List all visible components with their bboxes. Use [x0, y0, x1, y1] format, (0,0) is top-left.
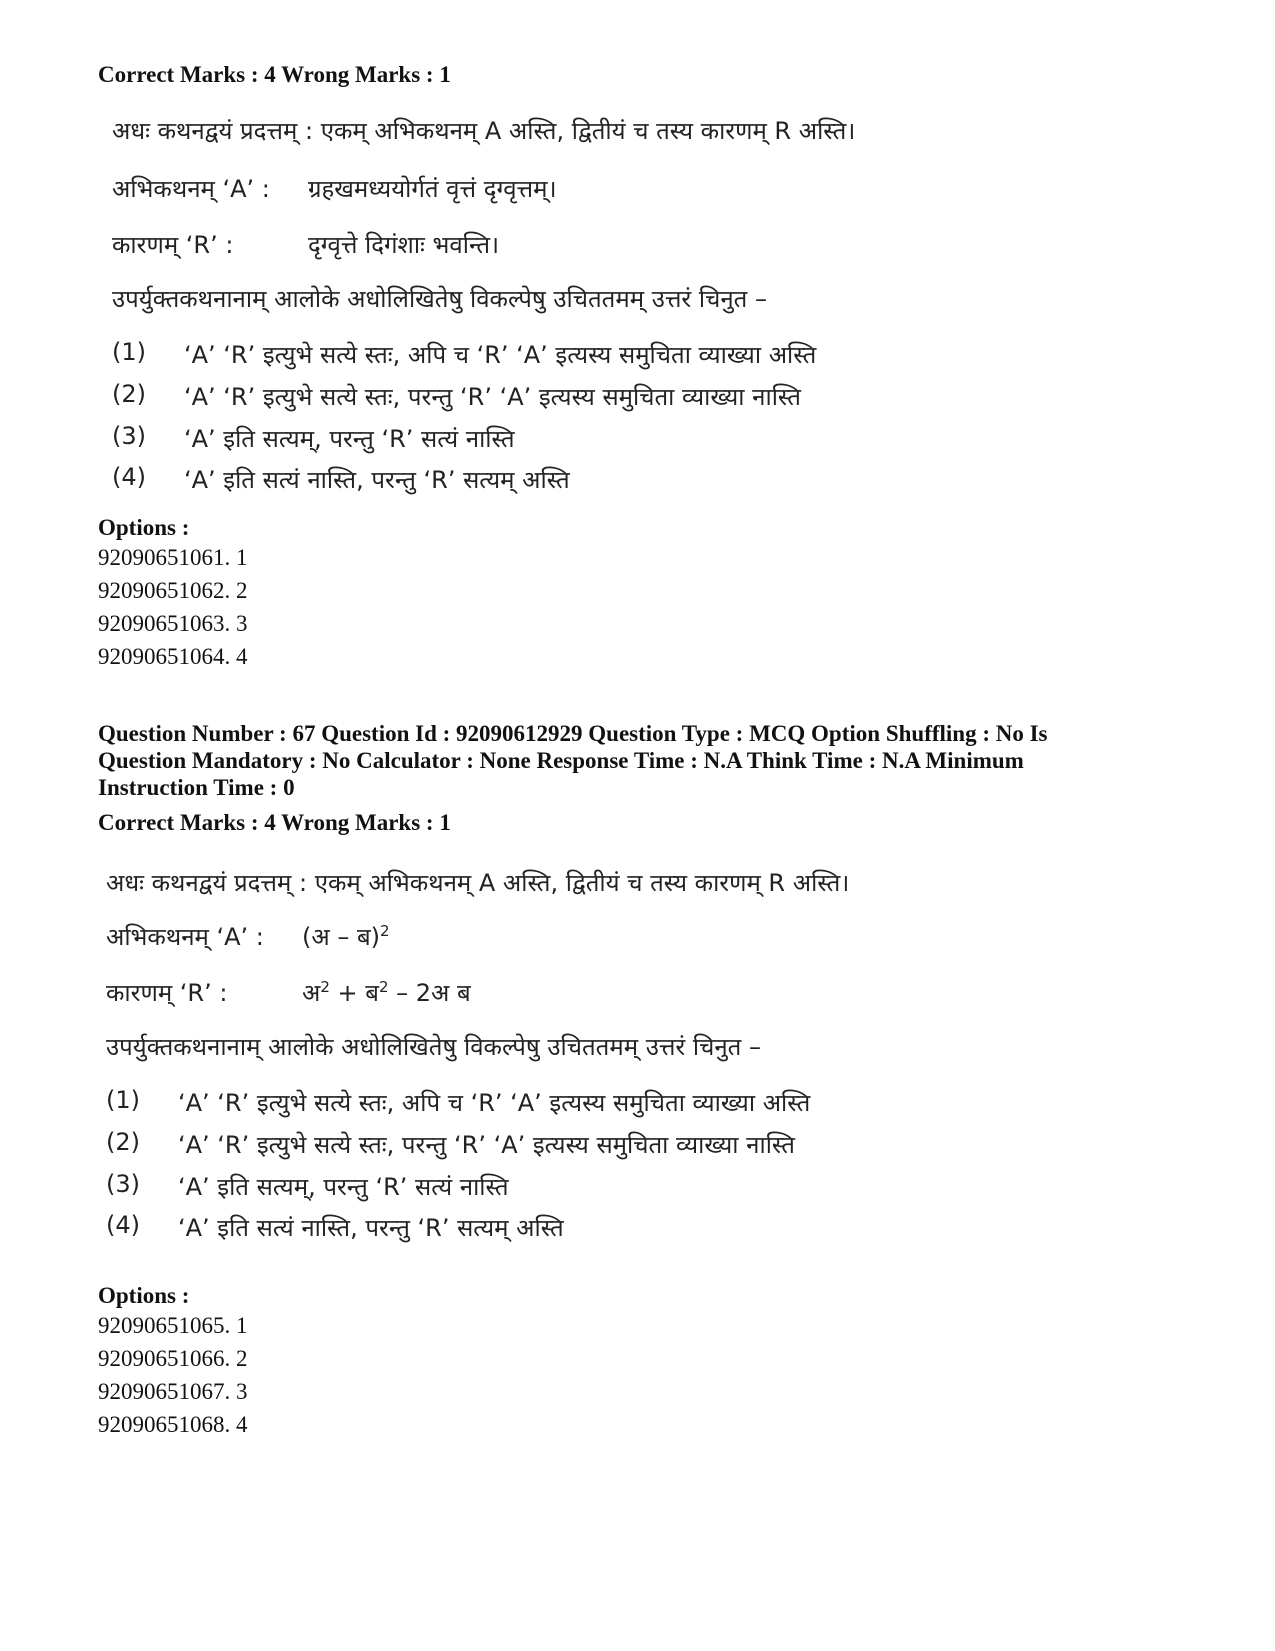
q1-assertion-label: अभिकथनम् ‘A’ :	[112, 175, 270, 203]
q2-intro: अधः कथनद्वयं प्रदत्तम् : एकम् अभिकथनम् A अस्ति, द्वितीयं च तस्य कारणम् R अस्ति।	[106, 869, 850, 897]
q2-choice-text: ‘A’ ‘R’ इत्युभे सत्ये स्तः, अपि च ‘R’ ‘A’ इत्यस्य समुचिता व्याख्या अस्ति	[178, 1089, 811, 1117]
q2-reason-label: कारणम् ‘R’ :	[106, 979, 228, 1007]
q2-marks: Correct Marks : 4 Wrong Marks : 1	[98, 810, 451, 835]
option-item: 92090651061. 1	[98, 545, 248, 570]
q1-options-list	[98, 541, 248, 673]
q2-instruction: उपर्युक्तकथनानाम् आलोके अधोलिखितेषु विकल्पेषु उचिततमम् उत्तरं चिनुत –	[106, 1033, 761, 1061]
q2-assertion-expr	[302, 920, 390, 953]
q1-choice-text: ‘A’ इति सत्यम्, परन्तु ‘R’ सत्यं नास्ति	[184, 425, 515, 453]
q2-choice-text: ‘A’ इति सत्यं नास्ति, परन्तु ‘R’ सत्यम् अस्ति	[178, 1214, 564, 1242]
q2-assertion-label: अभिकथनम् ‘A’ :	[106, 923, 264, 951]
q1-intro: अधः कथनद्वयं प्रदत्तम् : एकम् अभिकथनम् A अस्ति, द्वितीयं च तस्य कारणम् R अस्ति।	[112, 117, 856, 145]
q1-instruction: उपर्युक्तकथनानाम् आलोके अधोलिखितेषु विकल्पेषु उचिततमम् उत्तरं चिनुत –	[112, 285, 767, 313]
q1-choice-num: (2)	[112, 380, 146, 408]
q2-reason-a: अ	[302, 979, 321, 1007]
q2-meta-line: Instruction Time : 0	[98, 775, 295, 800]
q2-choice-text: ‘A’ इति सत्यम्, परन्तु ‘R’ सत्यं नास्ति	[178, 1173, 509, 1201]
q1-reason-label: कारणम् ‘R’ :	[112, 231, 234, 259]
q2-choice-num: (4)	[106, 1211, 140, 1239]
option-item: 92090651065. 1	[98, 1313, 248, 1338]
q1-choice-text: ‘A’ इति सत्यं नास्ति, परन्तु ‘R’ सत्यम् अस्ति	[184, 466, 570, 494]
q2-choice-num: (3)	[106, 1170, 140, 1198]
q2-choice-num: (2)	[106, 1128, 140, 1156]
option-item: 92090651066. 2	[98, 1346, 248, 1371]
q2-meta-line: Question Number : 67 Question Id : 92090612929 Question Type : MCQ Option Shuffling : No Is	[98, 721, 1048, 746]
option-item: 92090651068. 4	[98, 1412, 248, 1437]
option-item: 92090651062. 2	[98, 578, 248, 603]
option-item: 92090651064. 4	[98, 644, 248, 669]
q2-choice-text: ‘A’ ‘R’ इत्युभे सत्ये स्तः, परन्तु ‘R’ ‘A’ इत्यस्य समुचिता व्याख्या नास्ति	[178, 1131, 795, 1159]
q1-choice-num: (1)	[112, 338, 146, 366]
q2-reason-rest: – 2अ ब	[388, 979, 471, 1007]
q2-options-label: Options :	[98, 1283, 190, 1308]
option-item: 92090651063. 3	[98, 611, 248, 636]
q2-question-image	[106, 862, 1106, 1262]
q1-choice-num: (3)	[112, 422, 146, 450]
q2-choice-num: (1)	[106, 1086, 140, 1114]
q1-assertion-text: ग्रहखमध्ययोर्गतं वृत्तं दृग्वृत्तम्।	[308, 175, 557, 203]
q2-reason-expr	[302, 976, 471, 1009]
q1-choice-text: ‘A’ ‘R’ इत्युभे सत्ये स्तः, परन्तु ‘R’ ‘A’ इत्यस्य समुचिता व्याख्या नास्ति	[184, 383, 801, 411]
option-item: 92090651067. 3	[98, 1379, 248, 1404]
q2-assertion-base: (अ – ब)	[302, 923, 381, 951]
q1-reason-text: दृग्वृत्ते दिगंशाः भवन्ति।	[308, 231, 500, 259]
q2-reason-plus: + ब	[329, 979, 379, 1007]
q1-choice-text: ‘A’ ‘R’ इत्युभे सत्ये स्तः, अपि च ‘R’ ‘A’ इत्यस्य समुचिता व्याख्या अस्ति	[184, 341, 817, 369]
q2-reason-b-exp: 2	[378, 978, 389, 996]
q2-meta-line: Question Mandatory : No Calculator : None Response Time : N.A Think Time : N.A Minimum	[98, 748, 1024, 773]
q1-options-label: Options :	[98, 515, 190, 540]
q2-meta	[98, 720, 1198, 801]
q2-assertion-exp: 2	[380, 922, 390, 940]
q1-marks: Correct Marks : 4 Wrong Marks : 1	[98, 62, 451, 87]
q1-question-image	[112, 110, 1112, 510]
q2-reason-a-exp: 2	[320, 978, 330, 996]
q2-options-list	[98, 1309, 248, 1441]
q1-choice-num: (4)	[112, 463, 146, 491]
